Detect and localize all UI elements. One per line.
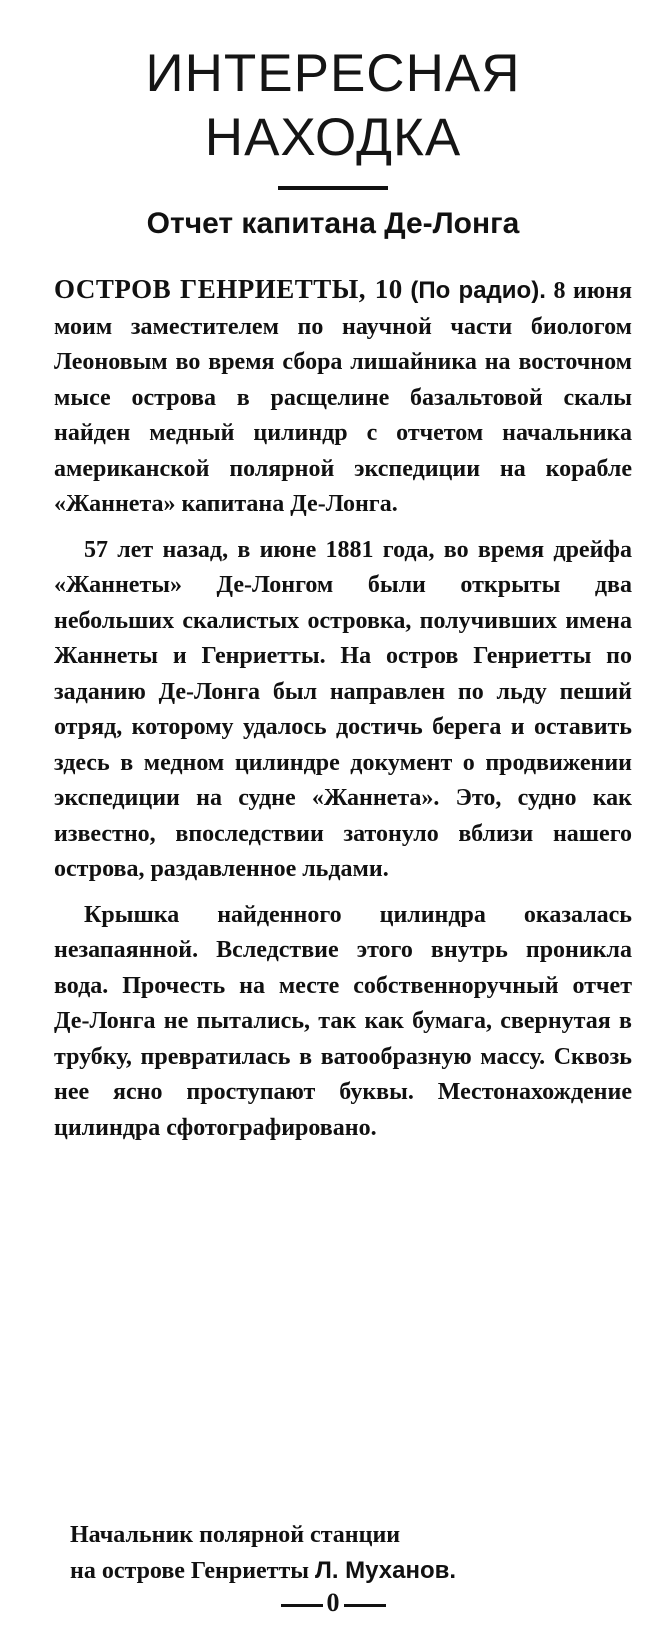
signature-name: Л. Муханов. (315, 1557, 457, 1584)
article-paragraph-2: 57 лет назад, в июне 1881 года, во время дрейфа «Жаннеты» Де-Лонгом были открыты два небольших скалистых островка, получивших имена Жаннеты и Генриетты. На остров Генриетты по заданию Де-Лонга был направлен по льду пеший отряд, которому удалось достичь берега и оставить здесь в медном цилиндре документ о продвижении экспедиции на судне «Жаннета». Это, судно как известно, впоследствии затонуло вблизи нашего острова, раздавленное льдами. (54, 536, 632, 882)
end-mark-symbol: 0 (326, 1588, 340, 1617)
signature-line-2 (70, 1553, 630, 1589)
end-of-article-mark (0, 1588, 666, 1618)
headline-divider (278, 186, 388, 190)
headline-line-1: ИНТЕРЕСНАЯ (145, 44, 521, 103)
article-paragraph-3: Крышка найденного цилиндра оказалась незапаянной. Вследствие этого внутрь проникла вода. Прочесть на месте собственноручный отчет Де-Лонга не пытались, так как бумага, свернутая в трубку, превратилась в ватообразную массу. Сквозь нее ясно проступают буквы. Местонахождение цилиндра сфотографировано. (54, 901, 632, 1141)
signature-line-1: Начальник полярной станции (70, 1522, 401, 1548)
end-mark-right-dash (344, 1604, 386, 1607)
article-subheadline: Отчет капитана Де-Лонга (146, 207, 520, 240)
paragraph-1-text: 8 июня моим заместителем по научной части биологом Леоновым во время сбора лишайника на восточном мысе острова в расщелине базальтовой скалы найден медный цилиндр с отчетом начальника американской полярной экспедиции на корабле «Жаннета» капитана Де-Лонга. (54, 278, 632, 517)
article-paragraph-1 (54, 272, 632, 523)
dateline-source: (По радио). (410, 277, 546, 304)
headline-line-2: НАХОДКА (204, 108, 462, 167)
signature-location: на острове Генриетты (70, 1558, 309, 1584)
article-headline (0, 0, 666, 170)
article-signature (70, 1518, 630, 1589)
end-mark-left-dash (281, 1604, 323, 1607)
article-body (54, 272, 632, 1146)
dateline: ОСТРОВ ГЕНРИЕТТЫ, 10 (54, 274, 403, 304)
